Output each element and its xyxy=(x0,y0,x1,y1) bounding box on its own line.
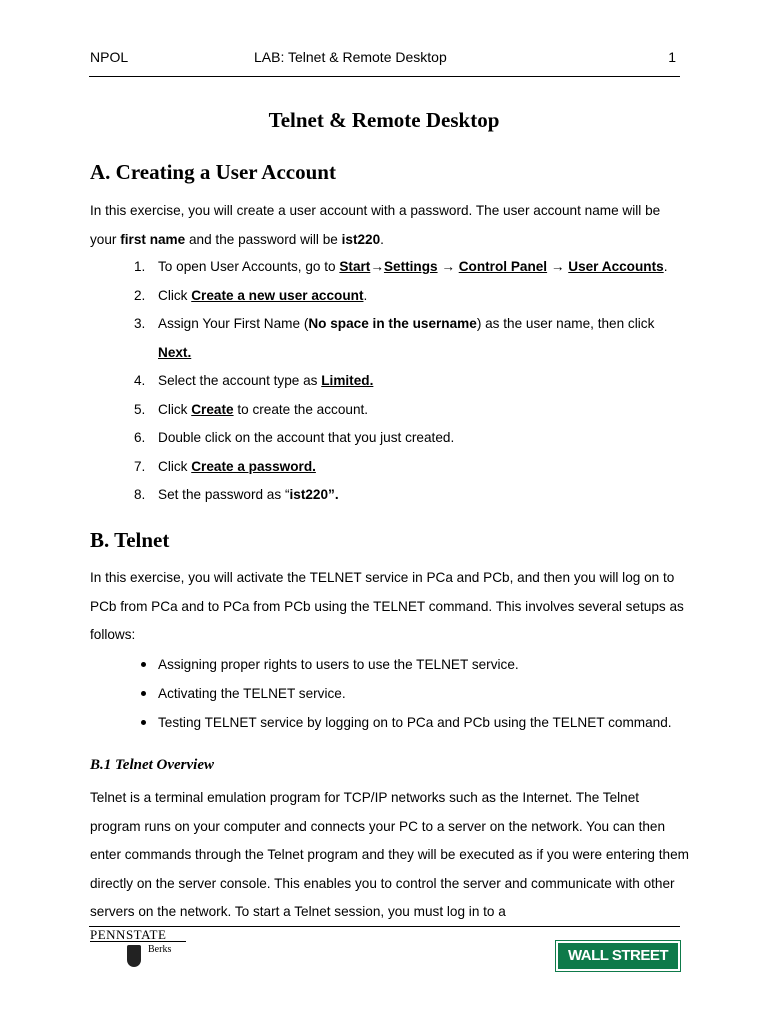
next-link[interactable]: Next. xyxy=(158,344,192,360)
start-link[interactable]: Start xyxy=(339,259,371,274)
shield-icon xyxy=(127,945,141,967)
list-item: 8. Set the password as “ist220”. xyxy=(134,487,339,502)
header-left: NPOL xyxy=(90,49,129,65)
document-title: Telnet & Remote Desktop xyxy=(268,108,500,132)
list-item: Activating the TELNET service. xyxy=(90,679,690,708)
bullet-icon xyxy=(141,720,146,725)
page-number: 1 xyxy=(668,49,676,65)
section-a-steps xyxy=(90,253,690,510)
create-password-link[interactable]: Create a password. xyxy=(191,458,316,474)
wall-street-west-logo: WALL STREET WEST xyxy=(556,941,680,971)
bullet-icon xyxy=(141,662,146,667)
limited-link[interactable]: Limited. xyxy=(321,373,374,388)
list-item: 3. Assign Your First Name (No space in the username) as the user name, then click Next. xyxy=(134,316,655,360)
list-item: 4. Select the account type as Limited. xyxy=(134,373,374,388)
header-center: LAB: Telnet & Remote Desktop xyxy=(254,49,447,65)
list-item: Testing TELNET service by logging on to PCa and PCb using the TELNET command. xyxy=(90,708,690,737)
section-a-intro: In this exercise, you will create a user account with a password. The user account name will be your first name and the password will be ist220. xyxy=(90,203,661,247)
create-user-link[interactable]: Create a new user account xyxy=(191,287,364,303)
pennstate-logo: PENNSTATE Berks xyxy=(90,928,190,972)
list-item: 1. To open User Accounts, go to Start→Settings → Control Panel → User Accounts. xyxy=(134,259,668,274)
create-link[interactable]: Create xyxy=(191,401,234,417)
settings-link[interactable]: Settings xyxy=(383,259,438,274)
subsection-heading: B.1 Telnet Overview xyxy=(90,757,215,773)
section-b-intro: In this exercise, you will activate the TELNET service in PCa and PCb, and then you will log on to PCb from PCa and to PCa from PCb using the TELNET command. This involves several setups as follows: xyxy=(90,570,684,642)
header-divider xyxy=(89,76,680,77)
list-item: 6. Double click on the account that you just created. xyxy=(134,430,455,445)
page-header xyxy=(90,49,678,69)
section-b-heading: B. Telnet xyxy=(90,528,170,552)
control-panel-link[interactable]: Control Panel xyxy=(458,259,548,274)
section-a-heading: A. Creating a User Account xyxy=(90,160,336,184)
list-item: Assigning proper rights to users to use the TELNET service. xyxy=(90,650,690,679)
bullet-icon xyxy=(141,691,146,696)
footer-divider xyxy=(89,926,680,927)
list-item: 7. Click Create a password. xyxy=(134,458,316,474)
telnet-overview: Telnet is a terminal emulation program for TCP/IP networks such as the Internet. The Telnet program runs on your computer and connects your PC to a server on the network. You can then enter commands through the Telnet program and they will be executed as if you were entering them directly on the server console. This enables you to control the server and communicate with other servers on the network. To start a Telnet session, you must log in to a xyxy=(90,790,689,919)
section-b-bullets xyxy=(90,650,690,737)
user-accounts-link[interactable]: User Accounts xyxy=(568,259,664,274)
list-item: 2. Click Create a new user account. xyxy=(134,287,368,303)
list-item: 5. Click Create to create the account. xyxy=(134,401,369,417)
